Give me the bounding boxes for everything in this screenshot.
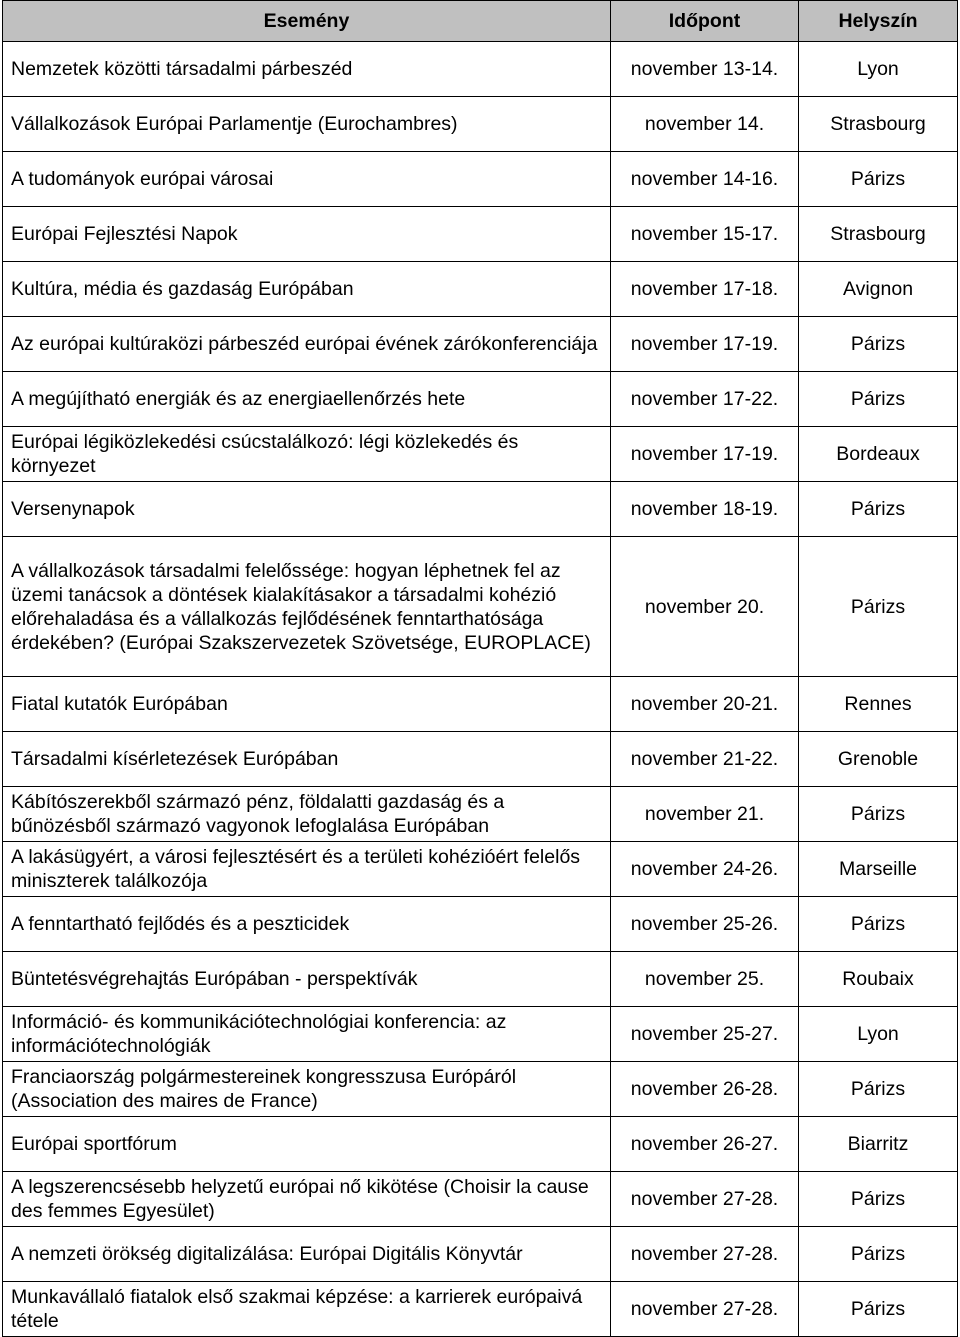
event-cell: Nemzetek közötti társadalmi párbeszéd: [3, 42, 611, 97]
time-cell: november 21-22.: [611, 732, 799, 787]
time-cell: november 13-14.: [611, 42, 799, 97]
time-cell: november 25-26.: [611, 897, 799, 952]
event-cell: A fenntartható fejlődés és a peszticidek: [3, 897, 611, 952]
table-row: [3, 787, 958, 842]
place-cell: Párizs: [799, 1227, 958, 1282]
event-cell: Információ- és kommunikációtechnológiai konferencia: az információtechnológiák: [3, 1007, 611, 1062]
table-row: [3, 677, 958, 732]
place-cell: Lyon: [799, 1007, 958, 1062]
table-row: [3, 372, 958, 427]
table-row: [3, 427, 958, 482]
place-cell: Roubaix: [799, 952, 958, 1007]
table-row: [3, 842, 958, 897]
time-cell: november 17-18.: [611, 262, 799, 317]
event-cell: Kábítószerekből származó pénz, földalatti gazdaság és a bűnözésből származó vagyonok lefoglalása Európában: [3, 787, 611, 842]
table-row: [3, 42, 958, 97]
time-cell: november 26-28.: [611, 1062, 799, 1117]
table-row: [3, 207, 958, 262]
place-cell: Párizs: [799, 787, 958, 842]
table-row: [3, 1117, 958, 1172]
event-cell: Fiatal kutatók Európában: [3, 677, 611, 732]
place-cell: Lyon: [799, 42, 958, 97]
place-cell: Párizs: [799, 1062, 958, 1117]
table-row: [3, 952, 958, 1007]
time-cell: november 20.: [611, 537, 799, 677]
table-row: [3, 1282, 958, 1337]
header-row: [3, 1, 958, 42]
event-cell: Társadalmi kísérletezések Európában: [3, 732, 611, 787]
event-cell: Európai sportfórum: [3, 1117, 611, 1172]
event-cell: A lakásügyért, a városi fejlesztésért és a területi kohézióért felelős miniszterek találkozója: [3, 842, 611, 897]
time-cell: november 21.: [611, 787, 799, 842]
event-cell: A tudományok európai városai: [3, 152, 611, 207]
place-cell: Párizs: [799, 537, 958, 677]
event-cell: A nemzeti örökség digitalizálása: Európai Digitális Könyvtár: [3, 1227, 611, 1282]
table-header: [3, 1, 958, 42]
place-cell: Párizs: [799, 152, 958, 207]
time-cell: november 14-16.: [611, 152, 799, 207]
table-row: [3, 732, 958, 787]
time-cell: november 15-17.: [611, 207, 799, 262]
events-table: [2, 0, 958, 1337]
table-row: [3, 537, 958, 677]
time-cell: november 20-21.: [611, 677, 799, 732]
time-cell: november 25.: [611, 952, 799, 1007]
header-place: Helyszín: [799, 1, 958, 42]
table-row: [3, 317, 958, 372]
table-row: [3, 1227, 958, 1282]
time-cell: november 25-27.: [611, 1007, 799, 1062]
place-cell: Biarritz: [799, 1117, 958, 1172]
place-cell: Párizs: [799, 482, 958, 537]
event-cell: Büntetésvégrehajtás Európában - perspektívák: [3, 952, 611, 1007]
place-cell: Párizs: [799, 1282, 958, 1337]
event-cell: A megújítható energiák és az energiaellenőrzés hete: [3, 372, 611, 427]
time-cell: november 27-28.: [611, 1172, 799, 1227]
place-cell: Strasbourg: [799, 207, 958, 262]
place-cell: Rennes: [799, 677, 958, 732]
time-cell: november 24-26.: [611, 842, 799, 897]
place-cell: Párizs: [799, 897, 958, 952]
event-cell: Vállalkozások Európai Parlamentje (Eurochambres): [3, 97, 611, 152]
event-cell: A legszerencsésebb helyzetű európai nő kikötése (Choisir la cause des femmes Egyesület): [3, 1172, 611, 1227]
time-cell: november 26-27.: [611, 1117, 799, 1172]
event-cell: Az európai kultúraközi párbeszéd európai évének zárókonferenciája: [3, 317, 611, 372]
time-cell: november 27-28.: [611, 1282, 799, 1337]
table-row: [3, 1172, 958, 1227]
header-event: Esemény: [3, 1, 611, 42]
time-cell: november 18-19.: [611, 482, 799, 537]
place-cell: Avignon: [799, 262, 958, 317]
event-cell: Európai Fejlesztési Napok: [3, 207, 611, 262]
table-row: [3, 1062, 958, 1117]
place-cell: Párizs: [799, 372, 958, 427]
table-row: [3, 1007, 958, 1062]
table-row: [3, 152, 958, 207]
time-cell: november 17-22.: [611, 372, 799, 427]
event-cell: Kultúra, média és gazdaság Európában: [3, 262, 611, 317]
table-row: [3, 897, 958, 952]
place-cell: Bordeaux: [799, 427, 958, 482]
place-cell: Párizs: [799, 317, 958, 372]
table-row: [3, 97, 958, 152]
place-cell: Marseille: [799, 842, 958, 897]
event-cell: Munkavállaló fiatalok első szakmai képzése: a karrierek európaivá tétele: [3, 1282, 611, 1337]
table-row: [3, 482, 958, 537]
time-cell: november 27-28.: [611, 1227, 799, 1282]
place-cell: Strasbourg: [799, 97, 958, 152]
header-time: Időpont: [611, 1, 799, 42]
event-cell: A vállalkozások társadalmi felelőssége: hogyan léphetnek fel az üzemi tanácsok a döntések kialakításakor a társadalmi kohézió előrehaladása és a vállalkozás fejlődésének fenntarthatósága érdekében? (Európai Szakszervezetek Szövetsége, EUROPLACE): [3, 537, 611, 677]
time-cell: november 17-19.: [611, 317, 799, 372]
event-cell: Franciaország polgármestereinek kongresszusa Európáról (Association des maires de France): [3, 1062, 611, 1117]
place-cell: Párizs: [799, 1172, 958, 1227]
time-cell: november 14.: [611, 97, 799, 152]
table-body: [3, 42, 958, 1337]
event-cell: Versenynapok: [3, 482, 611, 537]
place-cell: Grenoble: [799, 732, 958, 787]
table-row: [3, 262, 958, 317]
time-cell: november 17-19.: [611, 427, 799, 482]
event-cell: Európai légiközlekedési csúcstalálkozó: légi közlekedés és környezet: [3, 427, 611, 482]
